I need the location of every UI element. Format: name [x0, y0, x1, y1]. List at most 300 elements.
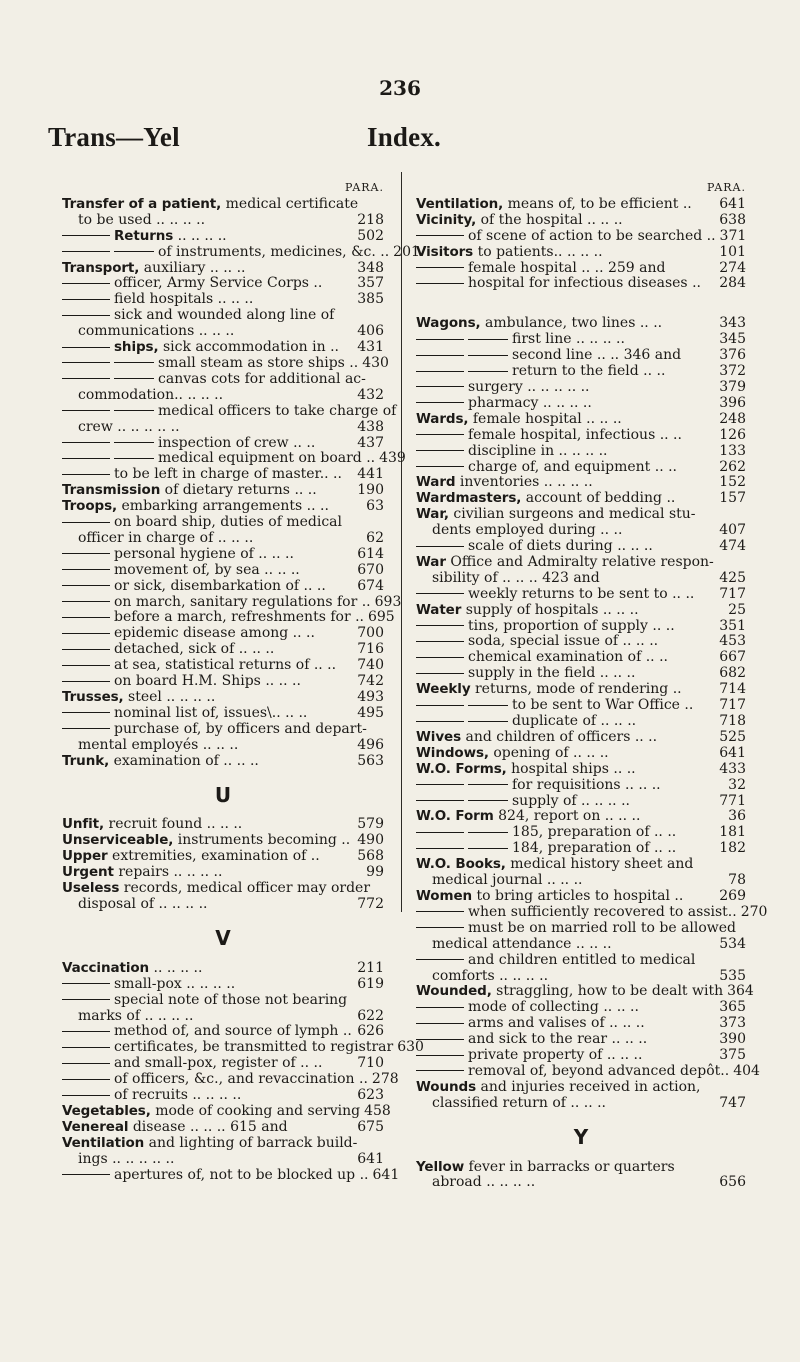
- entry-text: [62, 404, 396, 420]
- entry-heading: Visitors: [416, 243, 474, 260]
- ditto-dash: [114, 362, 154, 363]
- entry-subject: and sick to the rear .. .. ..: [468, 1031, 648, 1048]
- ditto-dash: [416, 721, 464, 722]
- ditto-dash: [416, 959, 464, 960]
- entry-heading: Windows,: [416, 744, 489, 761]
- index-entry: [62, 276, 384, 292]
- index-entry: [62, 754, 384, 770]
- entry-text: [62, 849, 353, 865]
- paragraph-number: 101: [719, 243, 746, 260]
- entry-text: [416, 825, 715, 841]
- index-entry: [62, 1136, 384, 1152]
- entry-subject: to be left in charge of master.. ..: [114, 466, 342, 483]
- paragraph-number: 32: [728, 776, 746, 793]
- paragraph-number: 535: [719, 967, 746, 984]
- entry-subject: supply in the field .. .. ..: [468, 665, 636, 682]
- ditto-dash: [62, 410, 110, 411]
- index-entry: [416, 857, 746, 873]
- entry-subject: of dietary returns .. ..: [160, 482, 317, 499]
- ditto-dash: [416, 641, 464, 642]
- ditto-dash: [416, 657, 464, 658]
- ditto-dash: [416, 450, 464, 451]
- entry-text: [416, 245, 715, 261]
- ditto-dash: [114, 442, 154, 443]
- entry-subject: and injuries received in action,: [476, 1078, 701, 1095]
- entry-text: [62, 817, 353, 833]
- paragraph-number: 740: [357, 657, 384, 674]
- entry-heading: W.O. Form: [416, 808, 494, 825]
- paragraph-number: 495: [357, 704, 384, 721]
- entry-text: [416, 491, 715, 507]
- entry-subject: of scene of action to be searched ..: [468, 227, 716, 244]
- entry-heading: Women: [416, 887, 473, 904]
- entry-text: [62, 706, 353, 722]
- ditto-dash: [62, 569, 110, 570]
- entry-subject: ambulance, two lines .. ..: [480, 315, 663, 332]
- entry-heading: Troops,: [62, 498, 118, 515]
- paragraph-number: 502: [357, 227, 384, 244]
- paragraph-number: 190: [357, 482, 384, 499]
- entry-subject: to bring articles to hospital ..: [472, 887, 684, 904]
- paragraph-number: 433: [719, 760, 746, 777]
- entry-subject: first line .. .. .. ..: [512, 331, 625, 348]
- section-letter: U: [214, 782, 232, 807]
- ditto-dash: [416, 386, 464, 387]
- paragraph-number: 439: [379, 450, 406, 467]
- index-entry: [416, 571, 746, 587]
- index-entry: [416, 603, 746, 619]
- entry-subject: at sea, statistical returns of .. ..: [114, 657, 337, 674]
- entry-text: [62, 340, 353, 356]
- index-entry: [416, 460, 746, 476]
- paragraph-number: 626: [357, 1023, 384, 1040]
- entry-text: [416, 889, 715, 905]
- index-entry: [416, 523, 746, 539]
- paragraph-number: 371: [719, 227, 747, 244]
- entry-subject: supply of .. .. .. ..: [512, 792, 630, 809]
- entry-text: [416, 276, 715, 292]
- entry-subject: pharmacy .. .. .. ..: [468, 394, 592, 411]
- paragraph-number: 742: [357, 673, 384, 690]
- ditto-dash: [468, 371, 508, 372]
- entry-subject: .. .. .. ..: [149, 959, 203, 976]
- entry-subject: straggling, how to be dealt with: [491, 983, 724, 1000]
- spacer: [416, 292, 746, 316]
- entry-heading: Wounds: [416, 1078, 477, 1095]
- entry-heading: Yellow: [416, 1158, 465, 1175]
- entry-subject: medical officers to take charge of: [158, 402, 397, 419]
- ditto-dash: [114, 251, 154, 252]
- entry-text: [416, 539, 715, 555]
- index-entry: [416, 316, 746, 332]
- index-entry: [416, 714, 746, 730]
- paragraph-number: 407: [719, 522, 746, 539]
- index-entry: [416, 1032, 746, 1048]
- paragraph-number: 438: [357, 418, 384, 435]
- entry-subject: hospital for infectious diseases ..: [468, 275, 701, 292]
- ditto-dash: [416, 800, 464, 801]
- entry-subject: female hospital .. .. ..: [468, 410, 622, 427]
- index-entry: [416, 698, 746, 714]
- index-entry: [416, 889, 746, 905]
- entry-heading: Transfer of a patient,: [62, 195, 222, 212]
- entry-subject: movement of, by sea .. .. ..: [114, 561, 300, 578]
- entry-subject: sick and wounded along line of: [114, 307, 335, 324]
- index-entry: [416, 666, 746, 682]
- paragraph-number: 630: [397, 1039, 424, 1056]
- paragraph-number: 693: [374, 593, 402, 610]
- paragraph-number: 36: [728, 808, 746, 825]
- entry-text: [416, 953, 742, 969]
- entry-subject: epidemic disease among .. ..: [114, 625, 315, 642]
- entry-text: [416, 746, 715, 762]
- entry-heading: Urgent: [62, 864, 114, 881]
- entry-subject: comforts .. .. .. ..: [432, 967, 549, 984]
- ditto-dash: [62, 347, 110, 348]
- ditto-dash: [416, 1039, 464, 1040]
- index-entry: [416, 380, 746, 396]
- entry-text: [62, 595, 371, 611]
- entry-text: [416, 460, 715, 476]
- entry-text: [62, 579, 353, 595]
- index-entry: [62, 436, 384, 452]
- ditto-dash: [468, 705, 508, 706]
- entry-text: [62, 1120, 353, 1136]
- ditto-dash: [62, 999, 110, 1000]
- index-entry: [62, 993, 384, 1009]
- entry-heading: Vegetables,: [62, 1102, 151, 1119]
- index-entry: [62, 609, 395, 626]
- entry-text: [62, 690, 353, 706]
- entry-subject: account of bedding ..: [521, 490, 676, 507]
- paragraph-number: 379: [719, 378, 746, 395]
- entry-text: [62, 754, 353, 770]
- index-entry: [416, 229, 746, 245]
- entry-text: [62, 451, 375, 467]
- index-entry: [416, 444, 746, 460]
- ditto-dash: [416, 466, 464, 467]
- paragraph-number: 771: [719, 792, 746, 809]
- entry-subject: tins, proportion of supply .. ..: [468, 617, 675, 634]
- entry-subject: opening of .. .. ..: [488, 744, 609, 761]
- index-entry: [62, 292, 384, 308]
- paragraph-number: 717: [719, 697, 746, 714]
- index-entry: [62, 354, 389, 372]
- entry-subject: removal of, beyond advanced depôt..: [468, 1062, 730, 1079]
- index-entry: [62, 197, 384, 213]
- index-entry: [416, 428, 746, 444]
- paragraph-number: 670: [357, 561, 384, 578]
- paragraph-number: 262: [719, 458, 746, 475]
- index-entry: [62, 340, 384, 356]
- paragraph-number: 641: [357, 1150, 384, 1167]
- entry-subject: steel .. .. .. ..: [123, 689, 216, 705]
- entry-subject: weekly returns to be sent to .. ..: [468, 585, 695, 602]
- paragraph-number: 385: [357, 291, 384, 308]
- entry-text: [416, 332, 715, 348]
- index-entry: [62, 722, 384, 738]
- index-entry: [62, 467, 384, 483]
- entry-text: [62, 499, 362, 515]
- paragraph-number: 614: [357, 545, 384, 562]
- entry-subject: before a march, refreshments for ..: [114, 609, 364, 626]
- paragraph-number: 126: [719, 426, 746, 443]
- entry-subject: female hospital, infectious .. ..: [468, 426, 682, 443]
- index-entry: [416, 1048, 746, 1064]
- ditto-dash: [416, 911, 464, 912]
- ditto-dash: [62, 299, 110, 300]
- entry-text: [62, 1056, 353, 1072]
- entry-heading: Unfit,: [62, 816, 105, 833]
- ditto-dash: [62, 522, 110, 523]
- index-entry: [62, 308, 384, 324]
- entry-text: [62, 626, 353, 642]
- index-entry: [416, 953, 746, 969]
- entry-text: [62, 324, 353, 340]
- entry-subject: second line .. .. 346 and: [512, 347, 682, 364]
- entry-text: [62, 229, 353, 245]
- paragraph-number: 496: [357, 736, 384, 753]
- entry-text: [62, 642, 353, 658]
- entry-text: [416, 348, 715, 364]
- entry-subject: means of, to be efficient ..: [503, 195, 692, 212]
- entry-heading: Venereal: [62, 1118, 129, 1135]
- paragraph-number: 682: [719, 665, 746, 682]
- entry-subject: duplicate of .. .. ..: [512, 713, 637, 729]
- index-entry: [62, 388, 384, 404]
- ditto-dash: [416, 1070, 464, 1071]
- entry-text: [416, 587, 715, 603]
- entry-text: [416, 364, 715, 380]
- entry-text: [62, 993, 380, 1009]
- index-entry: [62, 213, 384, 229]
- entry-text: [416, 1032, 715, 1048]
- ditto-dash: [62, 712, 110, 713]
- paragraph-number: 348: [357, 259, 384, 276]
- ditto-dash: [468, 721, 508, 722]
- index-entry: [416, 762, 746, 778]
- entry-text: [62, 308, 380, 324]
- index-entry: [62, 499, 384, 515]
- paragraph-number: 430: [362, 354, 389, 371]
- paragraph-number: 157: [719, 490, 746, 507]
- entry-text: [416, 921, 742, 937]
- index-entry: [416, 475, 746, 491]
- ditto-dash: [114, 378, 154, 379]
- index-entry: [416, 364, 746, 380]
- index-entry: [416, 794, 746, 810]
- paragraph-number: 638: [719, 211, 746, 228]
- entry-subject: medical history sheet and: [505, 856, 694, 873]
- entry-text: [62, 1136, 380, 1152]
- index-entry: [416, 348, 746, 364]
- entry-subject: charge of, and equipment .. ..: [468, 458, 677, 475]
- entry-text: [62, 197, 380, 213]
- paragraph-number: 182: [719, 840, 746, 857]
- column-divider: [401, 172, 402, 912]
- entry-text: [62, 213, 353, 229]
- index-entry: [416, 983, 754, 1000]
- entry-subject: examination of .. .. ..: [109, 752, 259, 769]
- index-entry: [416, 746, 746, 762]
- paragraph-number: 364: [727, 983, 754, 1000]
- index-entry: [62, 579, 384, 595]
- entry-text: [416, 873, 724, 889]
- ditto-dash: [62, 601, 110, 602]
- entry-heading: Returns: [114, 227, 174, 244]
- entry-subject: Office and Admiralty relative respon-: [445, 553, 714, 570]
- ditto-dash: [62, 983, 110, 984]
- entry-text: [416, 682, 715, 698]
- entry-text: [416, 794, 715, 810]
- entry-subject: personal hygiene of .. .. ..: [114, 545, 294, 562]
- index-entry: [62, 324, 384, 340]
- ditto-dash: [416, 235, 464, 236]
- entry-text: [416, 396, 715, 412]
- index-entry: [416, 969, 746, 985]
- entry-subject: and children entitled to medical: [468, 951, 696, 968]
- paragraph-number: 525: [719, 728, 746, 745]
- entry-subject: ings .. .. .. .. ..: [78, 1150, 175, 1167]
- ditto-dash: [416, 1023, 464, 1024]
- paragraph-number: 278: [371, 1071, 399, 1088]
- ditto-dash: [62, 633, 110, 634]
- entry-heading: Wives: [416, 728, 462, 745]
- paragraph-number: 453: [719, 633, 746, 650]
- entry-subject: mode of collecting .. .. ..: [468, 999, 639, 1016]
- paragraph-number: 700: [357, 625, 384, 642]
- paragraph-number: 656: [719, 1174, 746, 1191]
- entry-heading: Trunk,: [62, 752, 110, 769]
- entry-text: [416, 261, 715, 277]
- entry-text: [416, 555, 742, 571]
- paragraph-number: 747: [719, 1094, 746, 1111]
- entry-text: [62, 977, 353, 993]
- entry-subject: dents employed during .. ..: [432, 522, 623, 539]
- entry-subject: abroad .. .. .. ..: [432, 1174, 536, 1191]
- index-entry: [62, 1024, 384, 1040]
- index-entry: [416, 1096, 746, 1112]
- entry-text: [62, 388, 353, 404]
- paragraph-number: 641: [719, 744, 746, 761]
- ditto-dash: [62, 1063, 110, 1064]
- index-entry: [62, 450, 406, 467]
- entry-subject: 824, report on .. .. ..: [493, 808, 641, 825]
- entry-text: [62, 292, 353, 308]
- entry-text: [416, 316, 715, 332]
- ditto-dash: [416, 546, 464, 547]
- entry-heading: Water: [416, 601, 462, 618]
- entry-text: [62, 1088, 353, 1104]
- ditto-dash: [468, 848, 508, 849]
- entry-heading: Transport,: [62, 259, 140, 276]
- entry-subject: on march, sanitary regulations for ..: [114, 593, 371, 610]
- entry-text: [416, 1048, 715, 1064]
- entry-text: [62, 436, 353, 452]
- ditto-dash: [468, 355, 508, 356]
- entry-text: [416, 1175, 715, 1191]
- paragraph-number: 372: [719, 363, 746, 380]
- index-entry: [416, 197, 746, 213]
- ditto-dash: [62, 1079, 110, 1080]
- para-column-label: PARA.: [344, 181, 384, 194]
- index-column-right: [416, 180, 768, 1191]
- entry-subject: medical equipment on board ..: [158, 450, 376, 467]
- entry-subject: method of, and source of lymph ..: [114, 1023, 352, 1040]
- ditto-dash: [416, 848, 464, 849]
- entry-subject: and small-pox, register of .. ..: [114, 1055, 323, 1072]
- paragraph-number: 365: [719, 999, 746, 1016]
- entry-heading: Unserviceable,: [62, 832, 174, 849]
- paragraph-number: 716: [357, 641, 384, 658]
- entry-subject: certificates, be transmitted to registrar: [114, 1039, 394, 1056]
- entry-text: [416, 1080, 742, 1096]
- running-head-right: Index.: [367, 122, 441, 152]
- paragraph-number: 357: [357, 275, 384, 292]
- index-entry: [62, 961, 384, 977]
- entry-heading: ships,: [114, 339, 159, 356]
- entry-subject: mode of cooking and serving: [150, 1102, 361, 1119]
- entry-subject: auxiliary .. .. ..: [139, 259, 246, 276]
- ditto-dash: [416, 625, 464, 626]
- entry-subject: medical attendance .. .. ..: [432, 935, 612, 952]
- entry-text: [416, 969, 715, 985]
- index-entry: [416, 825, 746, 841]
- entry-subject: extremities, examination of ..: [107, 848, 320, 865]
- paragraph-number: 270: [740, 903, 768, 920]
- paragraph-number: 425: [719, 569, 746, 586]
- ditto-dash: [62, 315, 110, 316]
- entry-subject: crew .. .. .. .. ..: [78, 418, 180, 435]
- index-entry: [62, 849, 384, 865]
- entry-subject: classified return of .. .. ..: [432, 1094, 606, 1111]
- entry-text: [416, 475, 715, 491]
- entry-text: [62, 881, 380, 897]
- index-entry: [62, 626, 384, 642]
- index-entry: [62, 1088, 384, 1104]
- entry-text: [416, 730, 715, 746]
- paragraph-number: 674: [357, 577, 384, 594]
- entry-subject: of instruments, medicines, &c. ..: [158, 243, 390, 260]
- entry-subject: to be sent to War Office ..: [512, 697, 694, 714]
- entry-text: [62, 531, 362, 547]
- entry-subject: repairs .. .. .. ..: [113, 864, 223, 881]
- running-head-left: Trans—Yel: [48, 122, 180, 152]
- section-letter: V: [215, 925, 231, 950]
- paragraph-number: 406: [357, 323, 384, 340]
- ditto-dash: [416, 927, 464, 928]
- entry-text: [62, 261, 353, 277]
- entry-heading: War: [416, 553, 446, 570]
- paragraph-number: 404: [733, 1062, 760, 1079]
- paragraph-number: 343: [719, 315, 746, 332]
- entry-subject: medical certificate: [221, 195, 359, 212]
- entry-subject: marks of .. .. .. ..: [78, 1007, 194, 1024]
- entry-text: [62, 1152, 353, 1168]
- index-entry: [62, 261, 384, 277]
- index-entry: [416, 650, 746, 666]
- entry-text: [62, 547, 353, 563]
- ditto-dash: [416, 832, 464, 833]
- entry-subject: disease .. .. .. 615 and: [128, 1118, 288, 1135]
- index-entry: [416, 619, 746, 635]
- entry-text: [416, 428, 715, 444]
- entry-subject: scale of diets during .. .. ..: [468, 538, 653, 555]
- entry-text: [62, 1024, 353, 1040]
- index-entry: [416, 1160, 746, 1176]
- entry-heading: Wardmasters,: [416, 490, 522, 507]
- entry-text: [416, 444, 715, 460]
